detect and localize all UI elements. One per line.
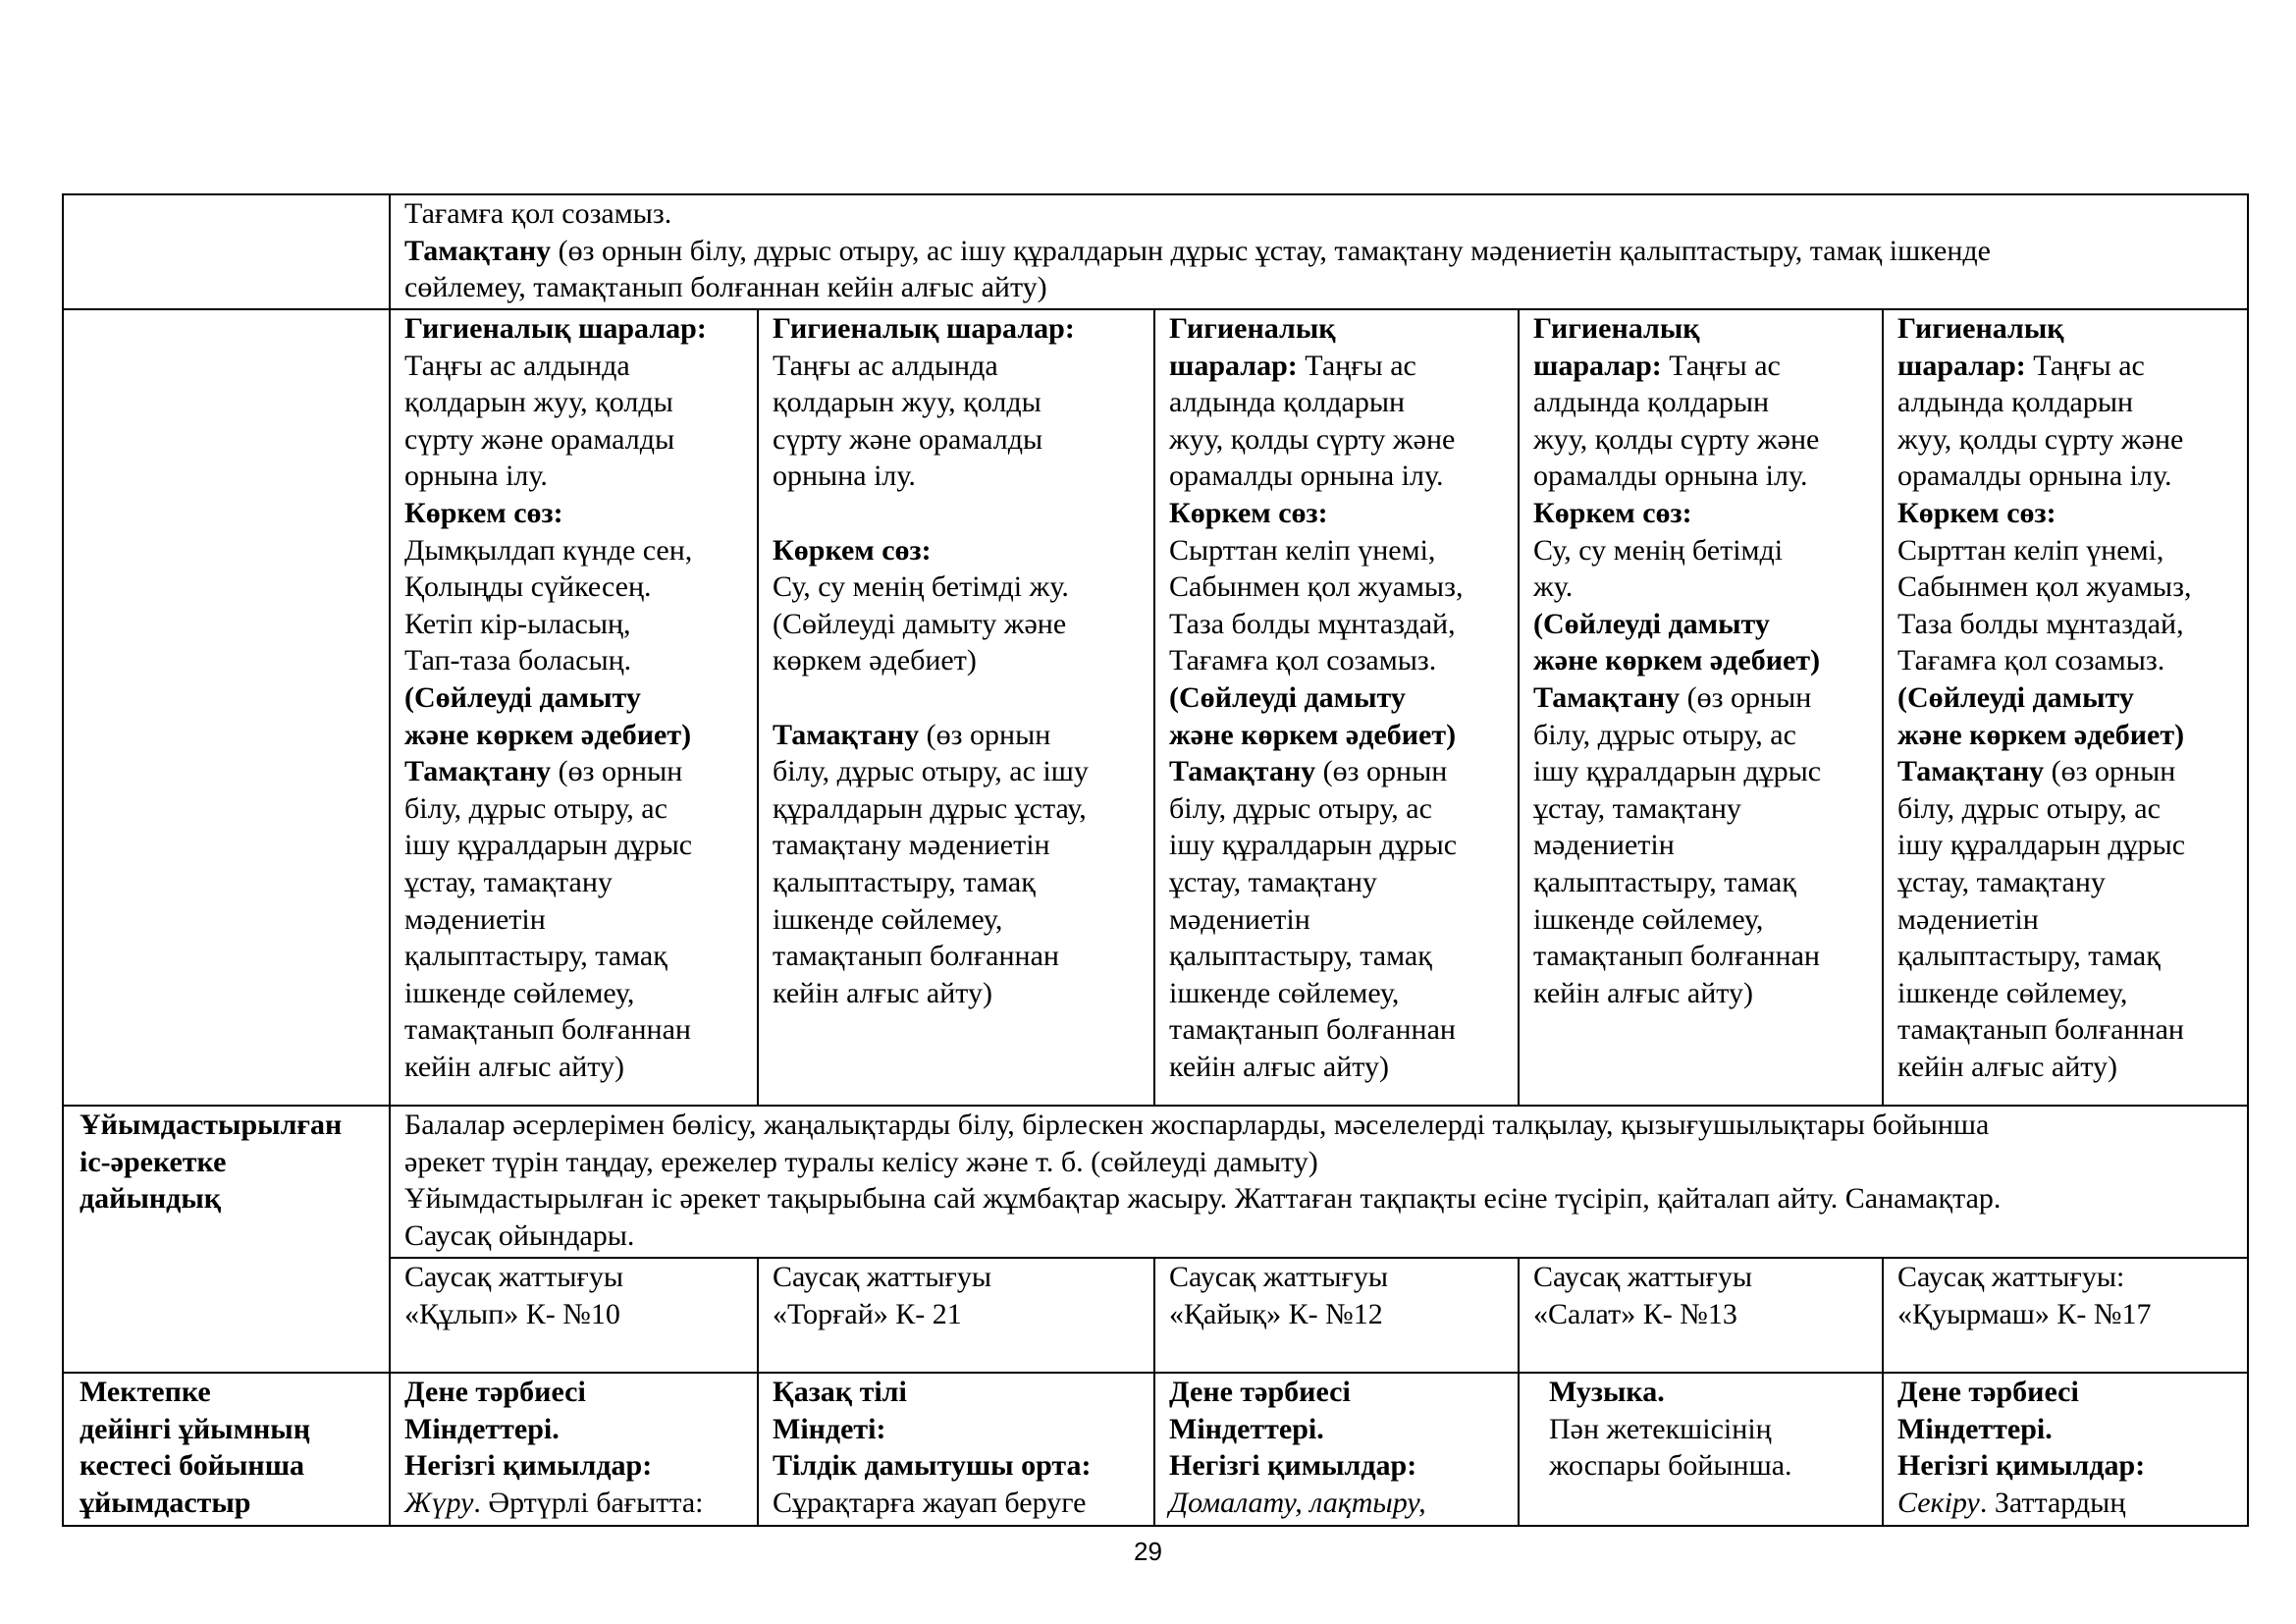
finger-game-cell-tue: Саусақ жаттығуы «Торғай» К- 21 [758, 1258, 1154, 1373]
hygiene-cell-wed: Гигиеналық шаралар: Таңғы ас алдында қолдарын жуу, қолды сүрту және орамалды орнына ілу. Көркем сөз: Сырттан келіп үнемі, Сабынмен қол жуамыз, Таза болды мұнтаздай, Тағамға қол созамыз. (Сөйлеуді дамыту және көркем әдебиет) Тамақтану (өз орнын білу, дұрыс отыру, ас ішу құралдарын дұрыс ұстау, тамақтану мәдениетін қалыптастыру, тамақ ішкенде сөйлемеу, тамақтанып болғаннан кейін алғыс айту) [1154, 309, 1519, 1106]
finger-games-row [63, 1258, 2248, 1373]
preparation-text-cell: Балалар әсерлерімен бөлісу, жаңалықтарды білу, бірлескен жоспарларды, мәселелерді талқылау, қызығушылықтары бойынша әрекет түрін таңдау, ережелер туралы келісу және т. б. (сөйлеуді дамыту) Ұйымдастырылған іс әрекет тақырыбына сай жұмбақтар жасыру. Жаттаған тақпақты есіне түсіріп, қайталап айту. Санамақтар. Саусақ ойындары. [390, 1106, 2248, 1258]
hygiene-cell-thu: Гигиеналық шаралар: Таңғы ас алдында қолдарын жуу, қолды сүрту және орамалды орнына ілу. Көркем сөз: Су, су менің бетімді жу. (Сөйлеуді дамыту және көркем әдебиет) Тамақтану (өз орнын білу, дұрыс отыру, ас ішу құралдарын дұрыс ұстау, тамақтану мәдениетін қалыптастыру, тамақ ішкенде сөйлемеу, тамақтанып болғаннан кейін алғыс айту) [1519, 309, 1883, 1106]
schedule-cell-tue: Қазақ тілі Міндеті: Тілдік дамытушы орта: Сұрақтарға жауап беруге [758, 1373, 1154, 1526]
meal-title: Тамақтану [404, 234, 552, 267]
hygiene-cell-fri: Гигиеналық шаралар: Таңғы ас алдында қолдарын жуу, қолды сүрту және орамалды орнына ілу. Көркем сөз: Сырттан келіп үнемі, Сабынмен қол жуамыз, Таза болды мұнтаздай, Тағамға қол созамыз. (Сөйлеуді дамыту және көркем әдебиет) Тамақтану (өз орнын білу, дұрыс отыру, ас ішу құралдарын дұрыс ұстау, тамақтану мәдениетін қалыптастыру, тамақ ішкенде сөйлемеу, тамақтанып болғаннан кейін алғыс айту) [1883, 309, 2248, 1106]
schedule-cell-thu: Музыка. Пән жетекшісінің жоспары бойынша. [1519, 1373, 1883, 1526]
page-number: 29 [1134, 1537, 1162, 1566]
finger-game-cell-fri: Саусақ жаттығуы: «Қуырмаш» К- №17 [1883, 1258, 2248, 1373]
daily-plan-table [62, 193, 2249, 1527]
schedule-cell-fri: Дене тәрбиесі Міндеттері. Негізгі қимылдар: Секіру. Заттардың [1883, 1373, 2248, 1526]
meal-text-line-2: сөйлемеу, тамақтанып болғаннан кейін алғыс айту) [404, 271, 1047, 304]
preparation-label-cell: Ұйымдастырылған іс-әрекетке дайындық [63, 1106, 390, 1373]
empty-label-cell [63, 309, 390, 1106]
hygiene-row [63, 309, 2248, 1106]
meal-continuation-row [63, 194, 2248, 309]
finger-game-cell-thu: Саусақ жаттығуы «Салат» К- №13 [1519, 1258, 1883, 1373]
schedule-row [63, 1373, 2248, 1526]
schedule-label-cell: Мектепке дейінгі ұйымның кестесі бойынша ұйымдастыр [63, 1373, 390, 1526]
preparation-row [63, 1106, 2248, 1258]
hygiene-cell-tue: Гигиеналық шаралар: Таңғы ас алдында қолдарын жуу, қолды сүрту және орамалды орнына ілу. Көркем сөз: Су, су менің бетімді жу. (Сөйлеуді дамыту және көркем әдебиет) Тамақтану (өз орнын білу, дұрыс отыру, ас ішу құралдарын дұрыс ұстау, тамақтану мәдениетін қалыптастыру, тамақ ішкенде сөйлемеу, тамақтанып болғаннан кейін алғыс айту) [758, 309, 1154, 1106]
meal-continuation-cell [390, 194, 2248, 309]
finger-game-cell-mon: Саусақ жаттығуы «Құлып» К- №10 [390, 1258, 758, 1373]
empty-label-cell [63, 194, 390, 309]
hygiene-cell-mon: Гигиеналық шаралар: Таңғы ас алдында қолдарын жуу, қолды сүрту және орамалды орнына ілу. Көркем сөз: Дымқылдап күнде сен, Қолыңды сүйкесең. Кетіп кір-ыласың, Тап-таза боласың. (Сөйлеуді дамыту және көркем әдебиет) Тамақтану (өз орнын білу, дұрыс отыру, ас ішу құралдарын дұрыс ұстау, тамақтану мәдениетін қалыптастыру, тамақ ішкенде сөйлемеу, тамақтанып болғаннан кейін алғыс айту) [390, 309, 758, 1106]
meal-text: (өз орнын білу, дұрыс отыру, ас ішу құралдарын дұрыс ұстау, тамақтану мәдениетін қалыптастыру, тамақ ішкенде [551, 234, 1991, 267]
schedule-cell-wed: Дене тәрбиесі Міндеттері. Негізгі қимылдар: Домалату, лақтыру, [1154, 1373, 1519, 1526]
continuation-line: Тағамға қол созамыз. [404, 197, 672, 230]
schedule-cell-mon: Дене тәрбиесі Міндеттері. Негізгі қимылдар: Жүру. Әртүрлі бағытта: [390, 1373, 758, 1526]
finger-game-cell-wed: Саусақ жаттығуы «Қайық» К- №12 [1154, 1258, 1519, 1373]
